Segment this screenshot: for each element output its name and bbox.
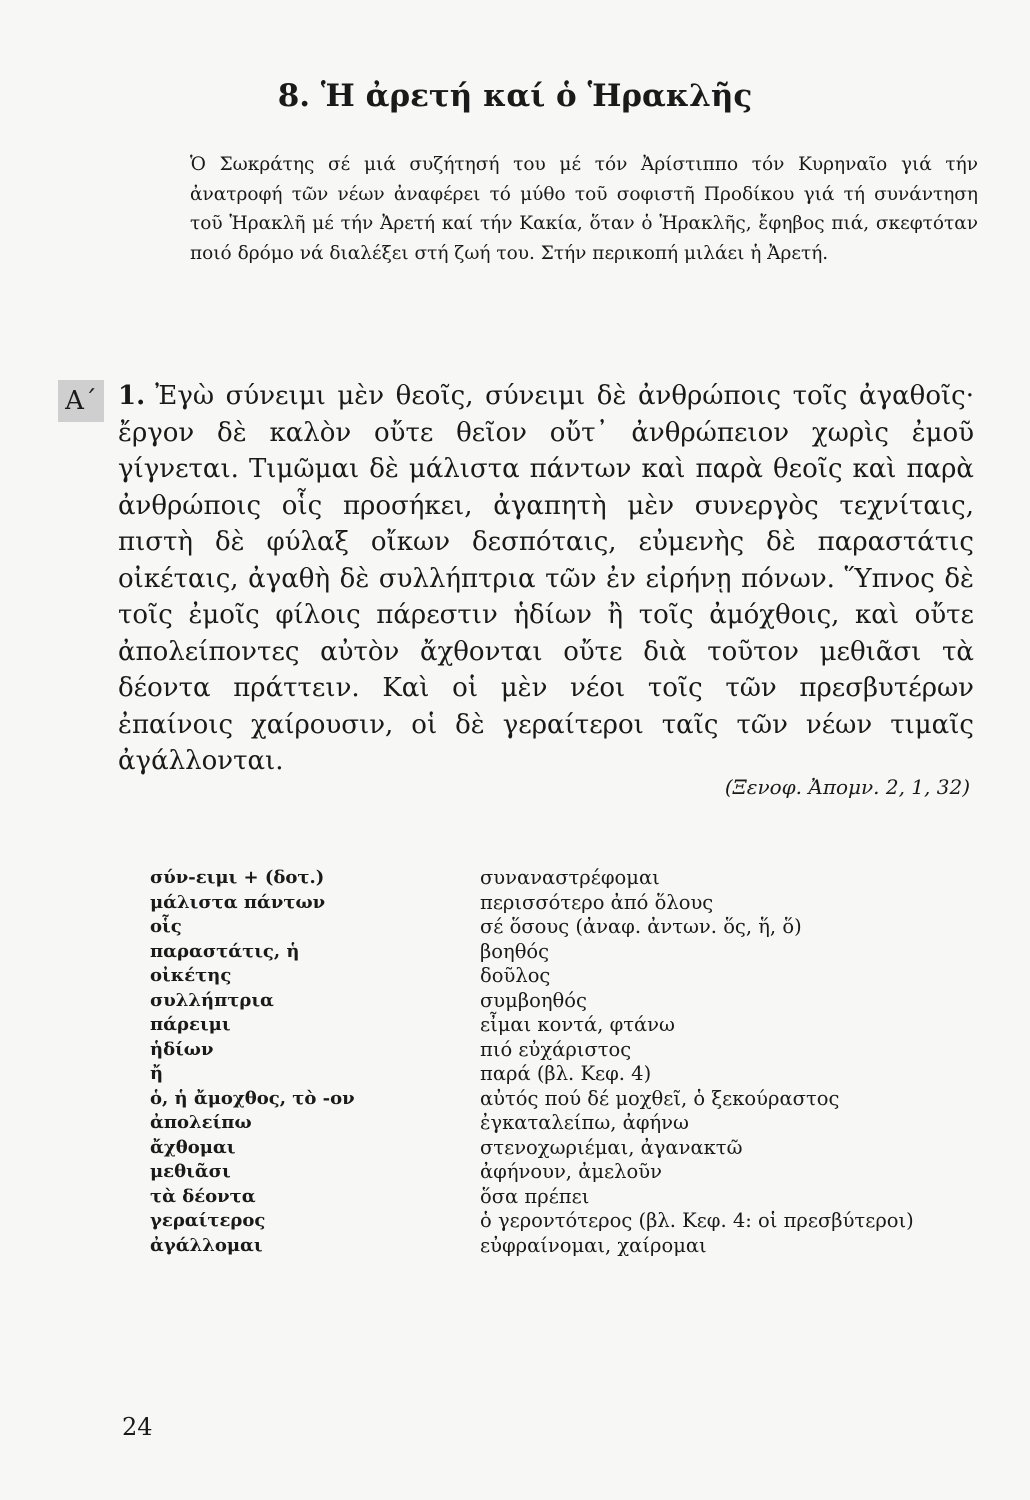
glossary-definition: συμβοηθός (480, 988, 587, 1012)
glossary-row (150, 866, 990, 891)
glossary-row (150, 1013, 990, 1038)
chapter-title: 8. Ἡ ἀρετή καί ὁ Ἡρακλῆς (277, 78, 753, 114)
glossary-definition: βοηθός (480, 939, 550, 963)
passage-text: Ἐγὼ σύνειμι μὲν θεοῖς, σύνειμι δὲ ἀνθρώποις τοῖς ἀγαθοῖς· ἔργον δὲ καλὸν οὔτε θεῖον οὔτ᾽ ἀνθρώπειον χωρὶς ἐμοῦ γίγνεται. Τιμῶμαι δὲ μάλιστα πάντων καὶ παρὰ θεοῖς καὶ παρὰ ἀνθρώποις οἷς προσήκει, ἀγαπητὴ μὲν συνεργὸς τεχνίταις, πιστὴ δὲ φύλαξ οἴκων δεσπόταις, εὐμενὴς δὲ παραστάτις οἰκέταις, ἀγαθὴ δὲ συλλήπτρια τῶν ἐν εἰρήνῃ πόνων. Ὕπνος δὲ τοῖς ἐμοῖς φίλοις πάρεστιν ἡδίων ἢ τοῖς ἀμόχθοις, καὶ οὔτε ἀπολείποντες αὐτὸν ἄχθονται οὔτε διὰ τοῦτον μεθιᾶσι τὰ δέοντα πράττειν. Καὶ οἱ μὲν νέοι τοῖς τῶν πρεσβυτέρων ἐπαίνοις χαίρουσιν, οἱ δὲ γεραίτεροι ταῖς τῶν νέων τιμαῖς ἀγάλλονται. (118, 381, 974, 776)
section-marker: Α΄ (58, 380, 104, 422)
glossary-row (150, 1209, 990, 1234)
glossary-term: τὰ δέοντα (150, 1185, 256, 1207)
glossary-row (150, 1111, 990, 1136)
glossary-row (150, 891, 990, 916)
glossary-term: μάλιστα πάντων (150, 891, 326, 913)
glossary-row (150, 1038, 990, 1063)
glossary-definition: ἀφήνουν, ἀμελοῦν (480, 1160, 662, 1183)
glossary-row (150, 1185, 990, 1210)
glossary-row (150, 1087, 990, 1112)
glossary-term: σύν-ειμι + (δοτ.) (150, 867, 325, 888)
glossary-row (150, 1234, 990, 1259)
glossary-definition: ὁ γεροντότερος (βλ. Κεφ. 4: οἱ πρεσβύτεροι) (480, 1209, 914, 1232)
glossary-term: ἄχθομαι (150, 1136, 236, 1158)
glossary-row (150, 964, 990, 989)
intro-paragraph: Ὁ Σωκράτης σέ μιά συζήτησή του μέ τόν Ἀρίστιππο τόν Κυρηναῖο γιά τήν ἀνατροφή τῶν νέων ἀναφέρει τό μύθο τοῦ σοφιστῆ Προδίκου γιά τή συνάντηση τοῦ Ἡρακλῆ μέ τήν Ἀρετή καί τήν Κακία, ὅταν ὁ Ἡρακλῆς, ἔφηβος πιά, σκεφτόταν ποιό δρόμο νά διαλέξει στή ζωή του. Στήν περικοπή μιλάει ἡ Ἀρετή. (190, 154, 978, 264)
glossary-row (150, 989, 990, 1014)
citation: (Ξενοφ. Ἀπομν. 2, 1, 32) (724, 775, 970, 799)
passage-number: 1. (118, 381, 146, 411)
glossary-row (150, 940, 990, 965)
glossary-definition: εὐφραίνομαι, χαίρομαι (480, 1233, 707, 1257)
glossary-row (150, 1160, 990, 1185)
glossary-definition: συναναστρέφομαι (480, 866, 660, 889)
glossary-row (150, 915, 990, 940)
glossary-definition: αὐτός πού δέ μοχθεῖ, ὁ ξεκούραστος (480, 1086, 840, 1110)
glossary-term: γεραίτερος (150, 1210, 266, 1231)
glossary-term: ἀγάλλομαι (150, 1234, 263, 1256)
glossary-term: μεθιᾶσι (150, 1161, 231, 1182)
glossary-row (150, 1062, 990, 1087)
glossary-definition: εἶμαι κοντά, φτάνω (480, 1013, 675, 1036)
glossary-term: παραστάτις, ἡ (150, 940, 300, 962)
glossary-definition: πιό εὐχάριστος (480, 1037, 632, 1061)
glossary-row (150, 1136, 990, 1161)
glossary-definition: σέ ὅσους (ἀναφ. ἀντων. ὅς, ἥ, ὅ) (480, 915, 802, 938)
glossary-term: πάρειμι (150, 1014, 231, 1035)
glossary-term: οἷς (150, 916, 182, 937)
glossary-term: οἰκέτης (150, 965, 232, 986)
glossary-definition: ἐγκαταλείπω, ἀφήνω (480, 1111, 689, 1134)
glossary-definition: ὅσα πρέπει (480, 1184, 590, 1208)
greek-passage (118, 378, 974, 780)
glossary-definition: περισσότερο ἀπό ὅλους (480, 890, 714, 914)
page-number: 24 (122, 1413, 153, 1441)
glossary-term: ἤ (150, 1063, 164, 1084)
glossary-term: ὁ, ἡ ἄμοχθος, τὸ -ον (150, 1087, 355, 1109)
glossary-definition: στενοχωριέμαι, ἀγανακτῶ (480, 1135, 743, 1159)
glossary-term: ἡδίων (150, 1038, 214, 1060)
glossary-term: συλλήπτρια (150, 989, 274, 1011)
glossary-term: ἀπολείπω (150, 1112, 252, 1133)
glossary-definition: δοῦλος (480, 964, 551, 987)
glossary-definition: παρά (βλ. Κεφ. 4) (480, 1062, 652, 1085)
glossary (150, 866, 990, 1258)
